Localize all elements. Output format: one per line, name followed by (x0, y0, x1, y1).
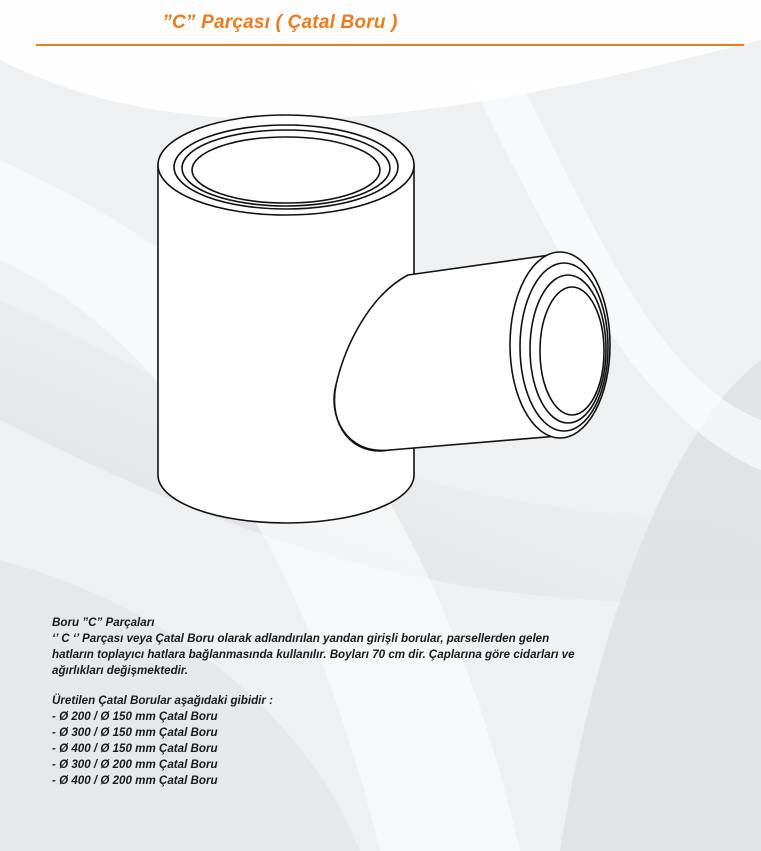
list-item: - Ø 400 / Ø 200 mm Çatal Boru (52, 774, 218, 787)
list-intro: Üretilen Çatal Borular aşağıdaki gibidir : (52, 694, 273, 707)
list-item: - Ø 300 / Ø 150 mm Çatal Boru (52, 726, 218, 739)
page-title: ”C” Parçası ( Çatal Boru ) (162, 12, 398, 33)
title-divider (36, 44, 744, 46)
list-item: - Ø 200 / Ø 150 mm Çatal Boru (52, 710, 218, 723)
spacer (52, 679, 732, 693)
section-heading: Boru ”C” Parçaları (52, 616, 155, 629)
paragraph-line: hatların toplayıcı hatlara bağlanmasında kullanılır. Boyları 70 cm dir. Çaplarına göre cidarları ve (52, 648, 575, 661)
paragraph-line: ‘’ C ‘’ Parçası veya Çatal Boru olarak adlandırılan yandan girişli borular, parsellerden gelen (52, 632, 550, 645)
list-item: - Ø 400 / Ø 150 mm Çatal Boru (52, 742, 218, 755)
description-block (52, 615, 732, 789)
paragraph-line: ağırlıkları değişmektedir. (52, 664, 188, 677)
list-item: - Ø 300 / Ø 200 mm Çatal Boru (52, 758, 218, 771)
y-branch-pipe-drawing-icon (140, 95, 640, 555)
